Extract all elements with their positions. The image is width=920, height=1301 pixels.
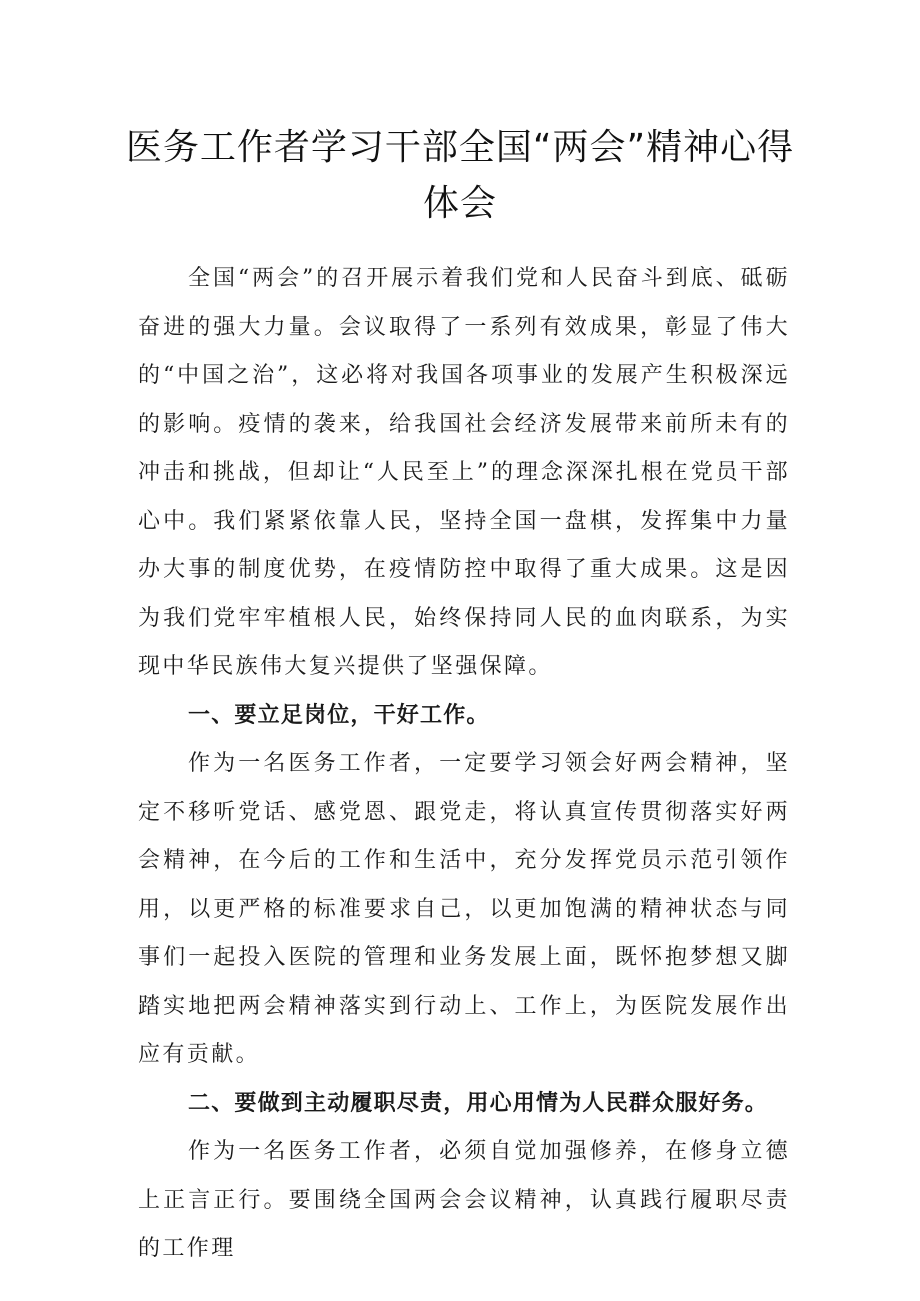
section-heading-2: 二、要做到主动履职尽责，用心用情为人民群众服好务。 [188,1090,769,1116]
paragraph-section-1: 作为一名医务工作者，一定要学习领会好两会精神，坚定不移听党话、感党恩、跟党走，将认真宣传贯彻落实好两会精神，在今后的工作和生活中，充分发挥党员示范引领作用，以更严格的标准要求自己，以更加饱满的精神状态与同事们一起投入医院的管理和业务发展上面，既怀抱梦想又脚踏实地把两会精神落实到行动上、工作上，为医院发展作出应有贡献。 [138,751,790,1067]
paragraph-section-2: 作为一名医务工作者，必须自觉加强修养，在修身立德上正言正行。要围绕全国两会会议精神，认真践行履职尽责的工作理 [138,1139,790,1261]
document-title: 医务工作者学习干部全国“两会”精神心得体会 [125,127,795,224]
paragraph-intro: 全国“两会”的召开展示着我们党和人民奋斗到底、砥砺奋进的强大力量。会议取得了一系列有效成果，彰显了伟大的“中国之治”，这必将对我国各项事业的发展产生积极深远的影响。疫情的袭来，给我国社会经济发展带来前所未有的冲击和挑战，但却让“人民至上”的理念深深扎根在党员干部心中。我们紧紧依靠人民，坚持全国一盘棋，发挥集中力量办大事的制度优势，在疫情防控中取得了重大成果。这是因为我们党牢牢植根人民，始终保持同人民的血肉联系，为实现中华民族伟大复兴提供了坚强保障。 [138,266,790,679]
section-heading-1: 一、要立足岗位，干好工作。 [188,702,490,728]
document-body [138,255,790,1274]
